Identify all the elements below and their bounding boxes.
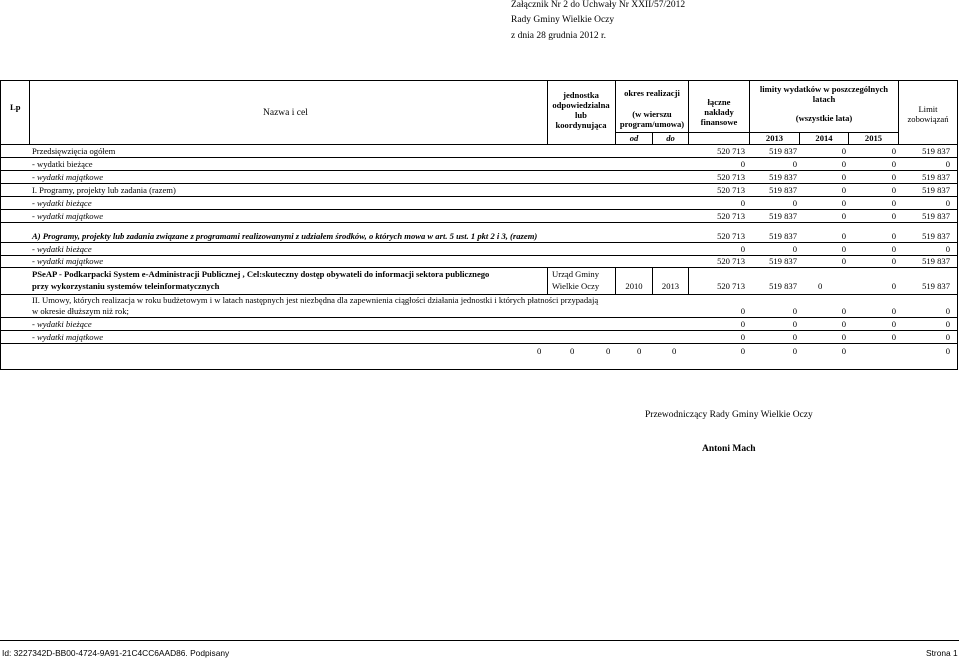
cell-limit: 519 837 xyxy=(922,211,950,221)
head-year-2015: 2015 xyxy=(864,133,883,143)
section-2-label: II. Umowy, których realizacja w roku budżetowym i w latach następnych jest niezbędna dla zapewnienia ciągłości działania jednostki i których płatności przypadają xyxy=(32,295,599,305)
head-unit-line: koordynująca xyxy=(555,120,607,130)
project-to: 2013 xyxy=(661,281,680,291)
cell-limit: 519 837 xyxy=(922,256,950,266)
project-from: 2010 xyxy=(625,281,643,291)
cell-2015: 0 xyxy=(891,159,896,169)
signature-title: Przewodniczący Rady Gminy Wielkie Oczy xyxy=(645,410,813,420)
project-total: 520 713 xyxy=(717,281,745,291)
cell-2013: 519 837 xyxy=(769,172,797,182)
grid-line xyxy=(0,170,958,171)
head-to: do xyxy=(666,133,675,143)
grid-line xyxy=(0,267,958,268)
signature-name: Antoni Mach xyxy=(702,444,756,454)
cell-2013: 0 xyxy=(792,319,797,329)
row-label: - wydatki majątkowe xyxy=(32,172,104,182)
head-total xyxy=(689,97,749,127)
bottom-zero: 0 xyxy=(740,346,745,356)
cell-limit: 0 xyxy=(945,332,950,342)
cell-limit: 519 837 xyxy=(922,185,950,195)
row-label: - wydatki bieżące xyxy=(32,198,92,208)
wpf-table xyxy=(0,80,959,370)
grid-line xyxy=(0,157,958,158)
head-period-sub-line: program/umowa) xyxy=(619,119,685,129)
footer-doc-id: Id: 3227342D-BB00-4724-9A91-21C4CC6AAD86. Podpisany xyxy=(2,648,230,658)
head-unit xyxy=(548,90,614,130)
cell-limit: 0 xyxy=(945,244,950,254)
head-total-line: nakłady xyxy=(704,107,734,117)
grid-line xyxy=(0,196,958,197)
head-limits xyxy=(750,84,898,104)
project-2015: 0 xyxy=(891,281,896,291)
cell-2013: 519 837 xyxy=(769,185,797,195)
bottom-zero: 0 xyxy=(841,346,846,356)
head-unit-line: odpowiedzialna xyxy=(552,100,610,110)
cell-total: 0 xyxy=(740,319,745,329)
cell-2014: 0 xyxy=(841,332,846,342)
cell-limit: 0 xyxy=(945,306,950,316)
table-border-bottom xyxy=(0,369,958,370)
cell-2013: 0 xyxy=(792,198,797,208)
grid-line xyxy=(547,267,548,294)
project-unit-cont: Wielkie Oczy xyxy=(552,281,600,291)
cell-limit: 0 xyxy=(945,159,950,169)
head-period-sub xyxy=(616,109,688,129)
grid-line xyxy=(0,330,958,331)
cell-total: 0 xyxy=(740,306,745,316)
row-label: - wydatki majątkowe xyxy=(32,332,104,342)
cell-total: 520 713 xyxy=(717,185,745,195)
cell-2013: 0 xyxy=(792,306,797,316)
bottom-zero: 0 xyxy=(792,346,797,356)
row-label: I. Programy, projekty lub zadania (razem) xyxy=(32,185,176,195)
table-border-left xyxy=(0,80,1,370)
head-period: okres realizacji xyxy=(624,88,680,98)
head-unit-line: lub xyxy=(575,110,587,120)
cell-total: 0 xyxy=(740,244,745,254)
project-2013: 519 837 xyxy=(769,281,797,291)
cell-2013: 519 837 xyxy=(769,211,797,221)
bottom-zero: 0 xyxy=(637,346,642,356)
head-year-2013: 2013 xyxy=(765,133,784,143)
bottom-zero: 0 xyxy=(537,346,542,356)
head-limits-line: limity wydatków w poszczególnych xyxy=(759,84,889,94)
row-label: A) Programy, projekty lub zadania związane z programami realizowanymi z udziałem środków, o których mowa w art. 5 ust. 1 pkt 2 i 3, (razem) xyxy=(32,231,538,241)
cell-2014: 0 xyxy=(841,185,846,195)
footer-page-number: Strona 1 xyxy=(926,648,958,658)
cell-total: 520 713 xyxy=(717,211,745,221)
cell-total: 520 713 xyxy=(717,256,745,266)
table-border-right xyxy=(957,80,958,370)
header-line-3: z dnia 28 grudnia 2012 r. xyxy=(511,31,606,41)
cell-total: 520 713 xyxy=(717,231,745,241)
grid-line xyxy=(0,209,958,210)
cell-2013: 519 837 xyxy=(769,146,797,156)
cell-2013: 0 xyxy=(792,244,797,254)
head-limit-oblig-line: zobowiązań xyxy=(907,114,949,124)
head-limits-sub: (wszystkie lata) xyxy=(795,113,853,123)
head-lp: Lp xyxy=(10,102,21,112)
bottom-zero: 0 xyxy=(606,346,611,356)
row-label: - wydatki bieżące xyxy=(32,319,92,329)
cell-2013: 519 837 xyxy=(769,256,797,266)
cell-2015: 0 xyxy=(891,306,896,316)
cell-2014: 0 xyxy=(841,256,846,266)
cell-2015: 0 xyxy=(891,146,896,156)
grid-line xyxy=(0,144,958,145)
cell-limit: 519 837 xyxy=(922,172,950,182)
cell-limit: 519 837 xyxy=(922,146,950,156)
project-limit: 519 837 xyxy=(922,281,950,291)
row-label: - wydatki majątkowe xyxy=(32,211,104,221)
head-period-sub-line: (w wierszu xyxy=(632,109,672,119)
cell-2014: 0 xyxy=(841,198,846,208)
grid-line xyxy=(0,222,958,223)
cell-2013: 0 xyxy=(792,159,797,169)
cell-limit: 0 xyxy=(945,198,950,208)
cell-2014: 0 xyxy=(841,244,846,254)
grid-line xyxy=(0,317,958,318)
bottom-zero: 0 xyxy=(570,346,575,356)
header-line-1: Załącznik Nr 2 do Uchwały Nr XXII/57/2012 xyxy=(511,0,686,10)
cell-2015: 0 xyxy=(891,319,896,329)
cell-2014: 0 xyxy=(841,319,846,329)
row-label: Przedsięwzięcia ogółem xyxy=(32,146,116,156)
bottom-zero: 0 xyxy=(945,346,950,356)
table-border-top xyxy=(0,80,958,81)
cell-2014: 0 xyxy=(841,159,846,169)
cell-total: 0 xyxy=(740,198,745,208)
cell-2013: 0 xyxy=(792,332,797,342)
header-line-2: Rady Gminy Wielkie Oczy xyxy=(511,15,615,25)
head-limit-oblig-line: Limit xyxy=(918,104,938,114)
project-name: PSeAP - Podkarpacki System e-Administracji Publicznej , Cel:skuteczny dostęp obywateli do informacji sektora publicznego xyxy=(32,269,490,279)
head-total-line: finansowe xyxy=(700,117,738,127)
row-label: - wydatki bieżące xyxy=(32,159,93,169)
footer-rule xyxy=(0,640,959,641)
cell-limit: 0 xyxy=(945,319,950,329)
cell-2014: 0 xyxy=(841,231,846,241)
head-limit-oblig xyxy=(899,104,957,124)
cell-2015: 0 xyxy=(891,211,896,221)
head-year-2014: 2014 xyxy=(815,133,833,143)
cell-total: 520 713 xyxy=(717,146,745,156)
cell-2014: 0 xyxy=(841,146,846,156)
project-2014: 0 xyxy=(818,281,823,291)
cell-2015: 0 xyxy=(891,244,896,254)
project-name-cont: przy wykorzystaniu systemów teleinformatycznych xyxy=(32,281,220,291)
project-unit: Urząd Gminy xyxy=(552,269,600,279)
bottom-zero: 0 xyxy=(672,346,677,356)
head-unit-line: jednostka xyxy=(563,90,599,100)
cell-2015: 0 xyxy=(891,172,896,182)
cell-2015: 0 xyxy=(891,185,896,195)
grid-line xyxy=(0,242,958,243)
cell-2014: 0 xyxy=(841,306,846,316)
cell-2015: 0 xyxy=(891,256,896,266)
cell-2014: 0 xyxy=(841,211,846,221)
cell-2013: 519 837 xyxy=(769,231,797,241)
cell-total: 0 xyxy=(740,159,745,169)
row-label: - wydatki majątkowe xyxy=(32,256,104,266)
head-total-line: łączne xyxy=(707,97,731,107)
row-label: - wydatki bieżące xyxy=(32,244,92,254)
cell-total: 0 xyxy=(740,332,745,342)
grid-line xyxy=(0,183,958,184)
grid-line xyxy=(29,80,30,144)
head-limits-line: latach xyxy=(812,94,836,104)
grid-line xyxy=(0,343,958,344)
cell-2014: 0 xyxy=(841,172,846,182)
cell-2015: 0 xyxy=(891,332,896,342)
head-name: Nazwa i cel xyxy=(263,108,308,118)
cell-total: 520 713 xyxy=(717,172,745,182)
cell-2015: 0 xyxy=(891,198,896,208)
cell-limit: 519 837 xyxy=(922,231,950,241)
head-from: od xyxy=(629,133,639,143)
section-2-label-cont: w okresie dłuższym niż rok; xyxy=(32,306,129,316)
cell-2015: 0 xyxy=(891,231,896,241)
